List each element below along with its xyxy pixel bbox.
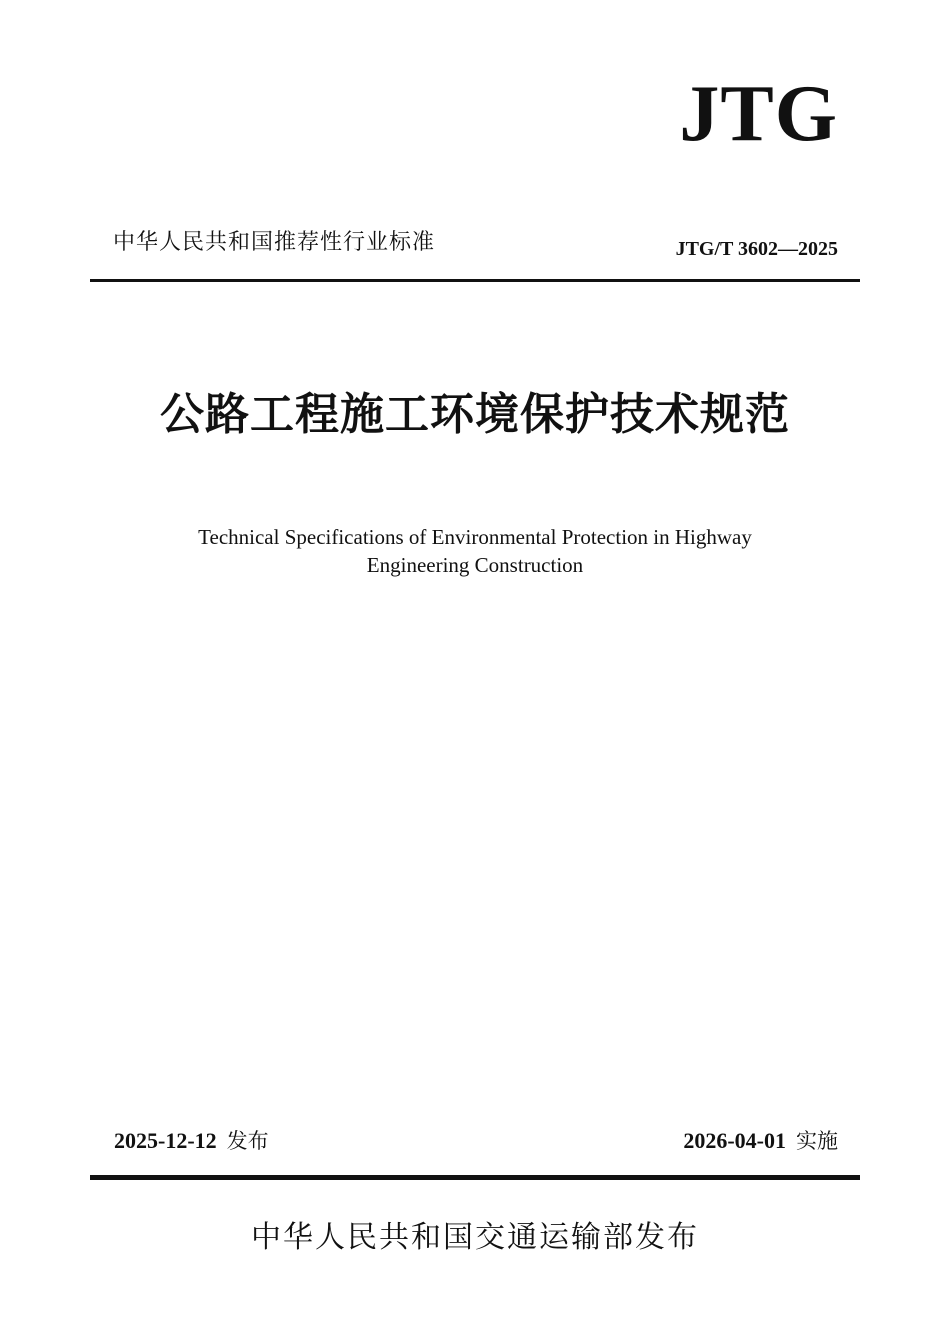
standard-category: 中华人民共和国推荐性行业标准 [113, 230, 436, 255]
effective-date: 2026-04-01 [683, 1128, 786, 1153]
release-date: 2025-12-12 [114, 1128, 217, 1153]
top-divider [90, 279, 860, 282]
release-date-group [114, 1130, 269, 1152]
jtg-brand-mark: JTG [679, 70, 838, 158]
release-label: 发布 [226, 1129, 269, 1153]
english-title-line-2: Engineering Construction [366, 553, 584, 577]
bottom-divider [90, 1175, 860, 1180]
publisher-line: 中华人民共和国交通运输部发布 [251, 1220, 699, 1255]
effective-date-group [683, 1130, 838, 1152]
effective-label: 实施 [796, 1129, 838, 1153]
english-title-line-1: Technical Specifications of Environmental Protection in Highway [198, 525, 752, 549]
standard-code: JTG/T 3602—2025 [675, 238, 838, 260]
document-title-english [0, 523, 950, 579]
document-title-chinese: 公路工程施工环境保护技术规范 [160, 389, 790, 440]
